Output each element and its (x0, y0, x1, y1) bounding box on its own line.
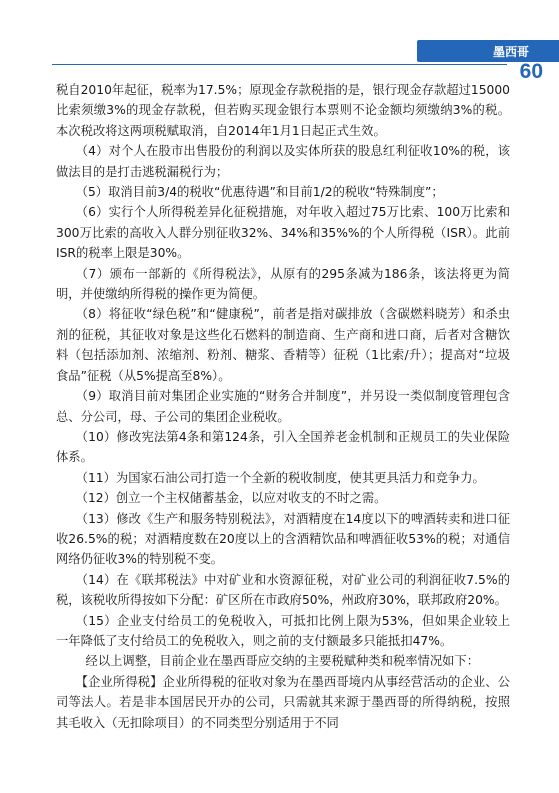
paragraph: 经以上调整，目前企业在墨西哥应交纳的主要税赋种类和税率情况如下： (85, 654, 480, 669)
paragraph: （5）取消目前3/4的税收“优惠待遇”和目前1/2的税收“特殊制度”； (75, 185, 444, 200)
paragraph: （7）颁布一部新的《所得税法》，从原有的295条减为186条，该法将更为简明，并使缴纳所得税的操作更为简便。 (56, 266, 510, 302)
paragraph: 【企业所得税】企业所得税的征收对象为在墨西哥境内从事经营活动的企业、公司等法人。若是非本国居民开办的公司，只需就其来源于墨西哥的所得纳税，按照其毛收入（无扣除项目）的不同类型分别适用于不同 (56, 674, 510, 730)
body-text (56, 80, 510, 733)
paragraph: （15）企业支付给员工的免税收入，可抵扣比例上限为53%，但如果企业较上一年降低了支付给员工的免税收入，则之前的支付额最多只能抵扣47%。 (56, 613, 510, 648)
paragraph: 税自2010年起征，税率为17.5%；原现金存款税指的是，银行现金存款超过15000比索须缴3%的现金存款税，但若购买现金银行本票则不论金额均须缴纳3%的税。本次税改将这两项税赋取消，自2014年1月1日起正式生效。 (56, 83, 510, 138)
header-tab (417, 40, 559, 62)
paragraph: （8）将征收“绿色税”和“健康税”，前者是指对碳排放（含碳燃料晓芳）和杀虫剂的征税，其征收对象是这些化石燃料的制造商、生产商和进口商，后者对含糖饮料（包括添加剂、浓缩剂、粉剂、糖浆、香精等）征税（1比索/升）；提高对“垃圾食品”征税（从5%提高至8%）。 (56, 307, 510, 383)
section-label: 墨西哥 (492, 45, 529, 59)
paragraph: （13）修改《生产和服务特别税法》，对酒精度在14度以下的啤酒转卖和进口征收26.5%的税；对酒精度数在20度以上的含酒精饮品和啤酒征收53%的税；对通信网络仍征收3%的特别税不变。 (56, 511, 510, 567)
header-rule (52, 64, 507, 65)
paragraph: （4）对个人在股市出售股份的利润以及实体所获的股息红利征收10%的税，该做法目的是打击逃税漏税行为； (56, 144, 510, 179)
paragraph: （14）在《联邦税法》中对矿业和水资源征税，对矿业公司的利润征收7.5%的税，该税收所得按如下分配：矿区所在市政府50%，州政府30%，联邦政府20%。 (56, 572, 510, 608)
paragraph: （11）为国家石油公司打造一个全新的税收制度，使其更具活力和竞争力。 (75, 470, 485, 485)
paragraph: （10）修改宪法第4条和第124条，引入全国养老金机制和正规员工的失业保险体系。 (56, 429, 510, 465)
page-number: 60 (519, 60, 543, 83)
paragraph: （6）实行个人所得税差异化征税措施，对年收入超过75万比索、100万比索和300万比索的高收入人群分别征收32%、34%和35%%的个人所得税（ISR）。此前ISR的税率上限是30%。 (56, 205, 510, 261)
paragraph: （12）创立一个主权储蓄基金，以应对收支的不时之需。 (75, 491, 387, 506)
paragraph: （9）取消目前对集团企业实施的“财务合并制度”，并另设一类似制度管理包含总、分公司，母、子公司的集团企业税收。 (56, 389, 510, 424)
